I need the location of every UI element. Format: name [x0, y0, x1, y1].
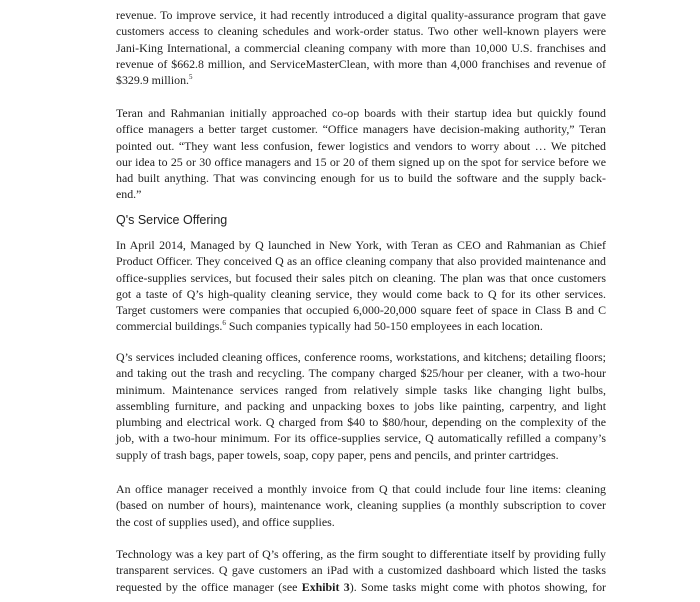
text-line: the cost of supplies used), and office supplies.: [116, 514, 335, 529]
text-line: revenue of $662.8 million, and ServiceMasterClean, with more than 4,000 franchises and revenue of: [116, 56, 606, 71]
text-line: our idea to 25 or 30 office managers and 15 or 20 of them signed up on the spot for service before we: [116, 154, 606, 169]
text-line: Jani-King International, a commercial cleaning company with more than 10,000 U.S. franchises and: [116, 40, 606, 55]
text-line: supply of trash bags, paper towels, soap, copy paper, pens and pencils, and printer cartridges.: [116, 447, 559, 462]
exhibit-reference: Exhibit 3: [301, 579, 350, 594]
text-line: office managers a better target customer. “Office managers have decision-making authority,” Teran: [116, 122, 606, 137]
section-heading: Q's Service Offering: [116, 213, 228, 227]
text-line: Target customers were companies that occupied 6,000-20,000 square feet of space in Class B and C: [116, 303, 606, 318]
text-line: had built anything. That was convincing enough for us to build the software and the supply back-: [116, 171, 606, 186]
text-line: (based on number of hours), maintenance work, cleaning supplies (a monthly subscription to cover: [116, 498, 606, 513]
footnote-marker: 5: [189, 73, 193, 82]
text-line: An office manager received a monthly invoice from Q that could include four line items: cleaning: [116, 482, 606, 496]
text-line: In April 2014, Managed by Q launched in New York, with Teran as CEO and Rahmanian as Chief: [116, 238, 606, 252]
text-line: customers access to cleaning schedules and work-order status. Two other well-known players were: [116, 24, 606, 39]
paragraph-invoice: [116, 481, 606, 530]
paragraph-founders-pitch: [116, 105, 606, 203]
paragraph-technology: [116, 546, 606, 595]
paragraph-competitors: [116, 7, 606, 88]
text-line: plumbing and electrical work. Q charged from $40 to $80/hour, depending on the complexity of the: [116, 415, 606, 430]
text-line: end.”: [116, 187, 142, 202]
text-line: and taking out the trash and recycling. The company charged $25/hour per cleaner, with a two-hour: [116, 366, 606, 381]
footnote-marker: 6: [222, 319, 226, 328]
text-line: transparent services. Q gave customers an iPad with a customized dashboard which listed the tasks: [116, 563, 606, 578]
text-line: office-supplies services, but focused their sales pitch on cleaning. The plan was that once customers: [116, 270, 606, 285]
text-line: assembling furniture, and packing and unpacking boxes to jobs like painting, carpentry, and light: [116, 398, 606, 413]
text-line: requested by the office manager (see Exhibit 3). Some tasks might come with photos showing, for: [116, 579, 606, 594]
text-line: Teran and Rahmanian initially approached co-op boards with their startup idea but quickly found: [116, 106, 606, 120]
text-line: revenue. To improve service, it had recently introduced a digital quality-assurance program that gave: [116, 8, 606, 22]
text-line: pointed out. “They want less confusion, fewer logistics and vendors to worry about … We pitched: [116, 138, 606, 153]
paragraph-services: [116, 349, 606, 463]
text-line: minimum. Maintenance services ranged from relatively simple tasks like changing light bulbs,: [116, 382, 606, 397]
text-line: Product Officer. They conceived Q as an office cleaning company that also provided maintenance and: [116, 254, 606, 269]
text-line: job, with a two-hour minimum. For its office-supplies service, Q automatically refilled a company’s: [116, 431, 606, 446]
paragraph-launch: [116, 237, 606, 335]
text-line: Technology was a key part of Q’s offering, as the firm sought to differentiate itself by providing fully: [116, 547, 606, 561]
text-line: Q’s services included cleaning offices, conference rooms, workstations, and kitchens; detailing floors;: [116, 350, 606, 364]
text-line: got a taste of Q’s high-quality cleaning service, they would come back to Q for its other services.: [116, 286, 606, 301]
text-line: $329.9 million.$^5$: [116, 73, 193, 88]
text-line: commercial buildings.$^6$ Such companies typically had 50-150 employees in each location.: [116, 319, 543, 334]
